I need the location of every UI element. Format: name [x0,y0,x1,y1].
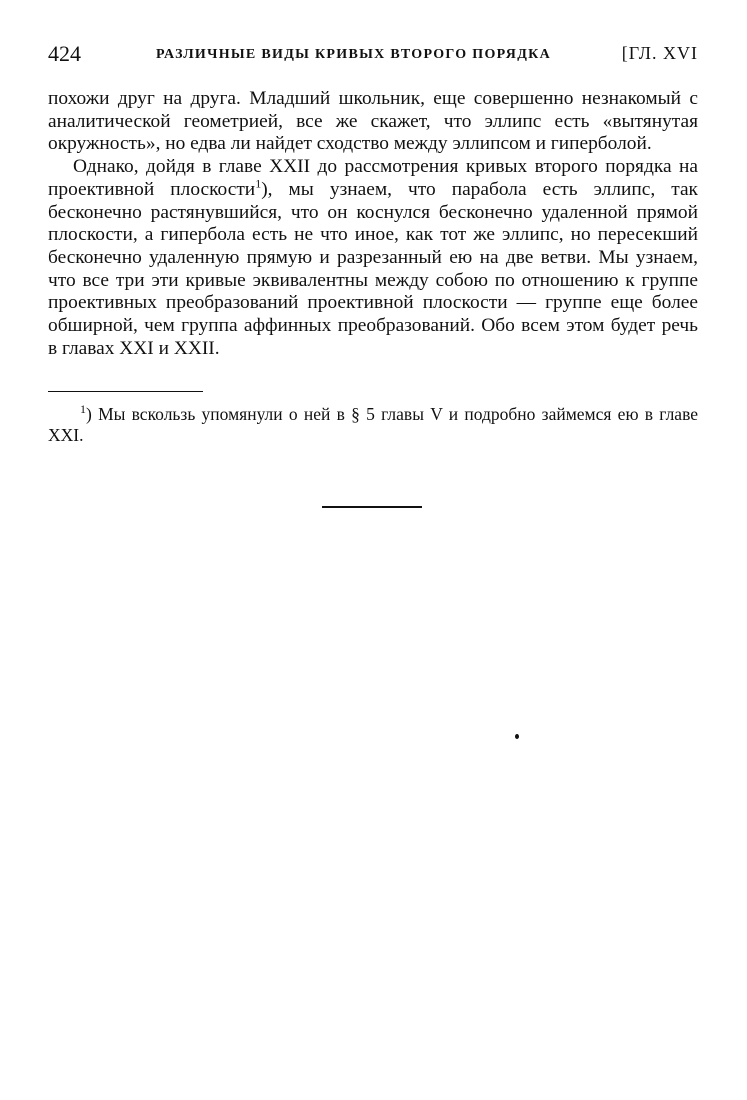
page-header [48,40,698,78]
paragraph-projective-plane [48,156,698,360]
ink-speck [515,734,519,739]
running-title: РАЗЛИЧНЫЕ ВИДЫ КРИВЫХ ВТОРОГО ПОРЯДКА [156,47,552,62]
footnote-mark: 1 [80,402,86,417]
paragraph-text-before-note: Однако, дойдя в главе XXII до рассмотрения кривых второго порядка на проективной плоскости [48,156,698,200]
book-page [48,40,698,446]
footnote-reference[interactable]: 1 [255,176,262,191]
paragraph-continuation: похожи друг на друга. Младший школьник, еще совершенно незнакомый с аналитической геометрией, все же скажет, что эллипс есть «вытянутая окружность», но едва ли найдет сходство между эллипсом и гиперболой. [48,88,698,155]
paragraph-text-after-note: ), мы узнаем, что парабола есть эллипс, так бесконечно растянувшийся, что он коснулся бесконечно удаленной прямой плоскости, а гипербола есть не что иное, как тот же эллипс, но пересекший бесконечно удаленную прямую и разрезанный ею на две ветви. Мы узнаем, что все три эти кривые эквивалентны между собою по отношению к группе проективных преобразований проективной плоскости — группе еще более обширной, чем группа аффинных преобразований. Обо всем этом будет речь в главах XXI и XXII. [48,178,698,359]
footnote-divider [48,391,203,392]
footnote-text: ) Мы вскользь упомянули о ней в § 5 главы V и подробно займемся ею в главе XXI. [48,404,698,446]
page-number: 424 [48,41,81,66]
footnote [48,404,698,446]
chapter-reference: [ГЛ. XVI [621,43,698,63]
section-end-rule [322,506,422,508]
